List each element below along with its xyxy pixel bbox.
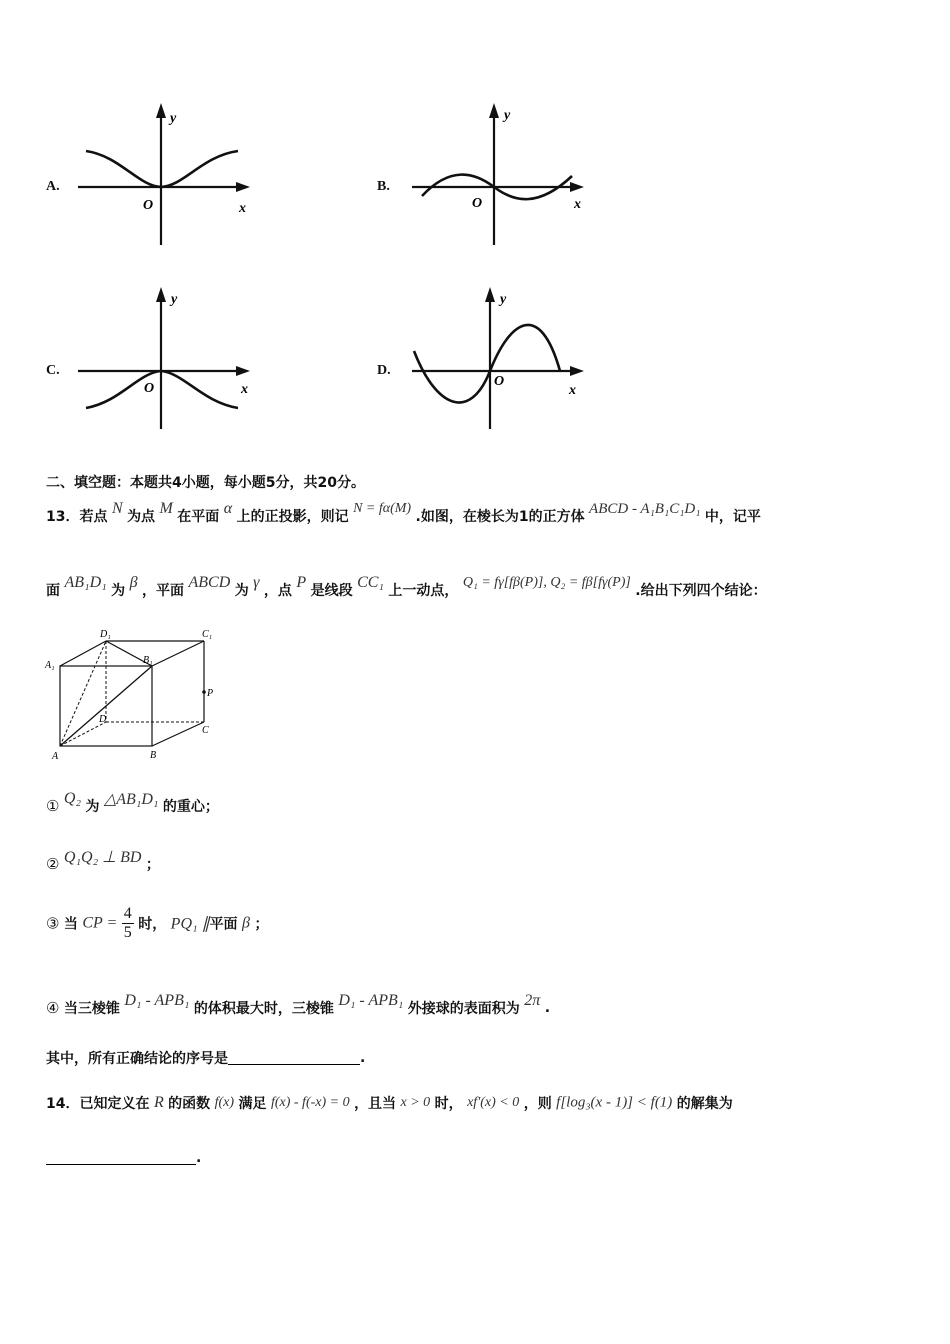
q13-text: . bbox=[360, 1050, 366, 1066]
axis-x-label: x bbox=[574, 197, 581, 212]
q14-text: 已知定义在 bbox=[79, 1096, 150, 1112]
q14-math: f(x) - f(-x) = 0 bbox=[270, 1095, 350, 1110]
option-a-label: A. bbox=[46, 179, 60, 194]
q14-line1 bbox=[46, 1093, 733, 1113]
option-c-label: C. bbox=[46, 363, 60, 378]
q13-text: 在平面 bbox=[177, 509, 220, 525]
circled-1: ① bbox=[46, 797, 60, 815]
q13-text: 上的正投影，则记 bbox=[236, 509, 349, 525]
q13-math: 2π bbox=[524, 992, 541, 1009]
graph-a bbox=[70, 98, 260, 253]
q13-math: β bbox=[129, 574, 138, 591]
q13-text: 为 bbox=[234, 583, 249, 599]
graph-d bbox=[400, 282, 590, 437]
q14-answer-line bbox=[46, 1150, 201, 1166]
q14-text: . bbox=[196, 1150, 202, 1166]
conclusion-1 bbox=[46, 790, 219, 816]
q14-text: ，且当 bbox=[354, 1096, 397, 1112]
q13-line2 bbox=[46, 574, 767, 600]
q13-text: . bbox=[544, 1000, 551, 1016]
q14-math: xf′(x) < 0 bbox=[467, 1095, 520, 1110]
q13-text: ，平面 bbox=[142, 583, 185, 599]
axis-y-label: y bbox=[171, 292, 178, 307]
q13-text: 上一动点， bbox=[388, 583, 459, 599]
q13-math: AB₁D₁ bbox=[64, 574, 107, 591]
q13-text: 为 bbox=[85, 799, 100, 815]
q13-math: N = fα(M) bbox=[353, 501, 412, 516]
answer-blank[interactable] bbox=[46, 1152, 196, 1165]
q13-math: △AB₁D₁ bbox=[103, 791, 159, 808]
cube-label-b1: B₁ bbox=[143, 655, 153, 666]
q13-math: M bbox=[159, 500, 173, 517]
q13-math: CP = bbox=[82, 914, 118, 932]
q14-text: ，则 bbox=[523, 1096, 552, 1112]
origin-label: O bbox=[143, 198, 154, 213]
origin-label: O bbox=[472, 196, 483, 211]
q13-math: Q₂ bbox=[63, 790, 82, 807]
q13-text: ，点 bbox=[263, 583, 292, 599]
q13-text: 当 bbox=[63, 916, 78, 933]
q13-text: ； bbox=[254, 916, 269, 933]
axis-x-label: x bbox=[569, 383, 576, 398]
fraction-numerator: 4 bbox=[123, 905, 132, 922]
section-heading: 二、填空题：本题共4小题，每小题5分，共20分。 bbox=[46, 475, 365, 491]
circled-4: ④ bbox=[46, 999, 60, 1017]
q14-math: f[log₃(x - 1)] < f(1) bbox=[556, 1094, 673, 1111]
q13-math: D₁ - APB₁ bbox=[338, 992, 404, 1009]
conclusion-3 bbox=[46, 905, 268, 942]
q13-math: ABCD bbox=[188, 574, 231, 591]
q13-text: 面 bbox=[46, 583, 60, 599]
origin-label: O bbox=[144, 381, 155, 396]
q13-text: ； bbox=[145, 857, 160, 873]
q13-math: CC₁ bbox=[357, 574, 384, 591]
q13-math: β bbox=[242, 914, 250, 932]
origin-label: O bbox=[494, 374, 505, 389]
conclusion-2 bbox=[46, 849, 160, 874]
fraction bbox=[122, 905, 134, 942]
axis-x-label: x bbox=[241, 382, 248, 397]
q13-text: 为 bbox=[111, 583, 126, 599]
q13-math: PQ₁ ∥ bbox=[170, 915, 210, 933]
option-d-label: D. bbox=[377, 363, 391, 378]
axis-y-label: y bbox=[504, 108, 511, 123]
q13-text: 的重心； bbox=[162, 799, 219, 815]
answer-blank[interactable] bbox=[228, 1052, 360, 1065]
cube-label-c: C bbox=[202, 725, 209, 736]
q13-text: .如图，在棱长为1的正方体 bbox=[415, 509, 585, 525]
conclusion-4 bbox=[46, 992, 551, 1018]
fraction-denominator: 5 bbox=[123, 924, 132, 941]
graph-c bbox=[70, 282, 260, 437]
cube-figure bbox=[44, 626, 224, 766]
q13-math: γ bbox=[253, 574, 260, 591]
q14-math: R bbox=[153, 1094, 164, 1111]
q13-text: 时， bbox=[138, 916, 167, 933]
q14-text: 的解集为 bbox=[676, 1096, 733, 1112]
q14-number: 14． bbox=[46, 1096, 80, 1112]
axis-y-label: y bbox=[170, 111, 177, 126]
axis-y-label: y bbox=[500, 292, 507, 307]
graph-b bbox=[400, 98, 590, 253]
cube-label-d1: D₁ bbox=[100, 629, 111, 640]
q13-text: 其中，所有正确结论的序号是 bbox=[46, 1051, 228, 1067]
q13-text: 若点 bbox=[79, 509, 108, 525]
q14-math: x > 0 bbox=[400, 1095, 431, 1110]
q14-text: 时， bbox=[434, 1096, 463, 1112]
cube-label-b: B bbox=[150, 750, 157, 761]
axis-x-label: x bbox=[239, 201, 246, 216]
circled-2: ② bbox=[46, 855, 60, 873]
q13-math: P bbox=[296, 574, 307, 591]
q13-text: 中，记平 bbox=[704, 509, 761, 525]
cube-label-p: P bbox=[207, 688, 214, 699]
q13-text: 当三棱锥 bbox=[63, 1001, 120, 1017]
q14-text: 满足 bbox=[238, 1096, 267, 1112]
cube-label-a: A bbox=[52, 751, 59, 762]
q13-math: ABCD - A₁B₁C₁D₁ bbox=[589, 500, 701, 517]
q13-text: 平面 bbox=[209, 916, 238, 933]
q13-math: α bbox=[223, 500, 233, 517]
cube-label-c1: C₁ bbox=[202, 629, 213, 640]
circled-3: ③ bbox=[46, 914, 60, 933]
q13-answer-line bbox=[46, 1048, 365, 1068]
q14-text: 的函数 bbox=[168, 1096, 211, 1112]
q13-line1 bbox=[46, 500, 761, 526]
q13-math: N bbox=[111, 500, 123, 517]
option-b-label: B. bbox=[377, 179, 390, 194]
cube-label-a1: A₁ bbox=[45, 660, 55, 671]
q13-math: Q₁ = fγ[fβ(P)], Q₂ = fβ[fγ(P)] bbox=[462, 575, 631, 590]
q13-text: 为点 bbox=[127, 509, 156, 525]
q13-text: 外接球的表面积为 bbox=[407, 1001, 520, 1017]
q14-math: f(x) bbox=[214, 1095, 235, 1110]
q13-math: D₁ - APB₁ bbox=[124, 992, 190, 1009]
cube-label-d: D bbox=[99, 714, 107, 725]
q13-text: 的体积最大时，三棱锥 bbox=[193, 1001, 334, 1017]
q13-text: 是线段 bbox=[310, 583, 353, 599]
q13-text: .给出下列四个结论： bbox=[635, 583, 767, 599]
q13-number: 13． bbox=[46, 509, 80, 525]
q13-math: Q₁Q₂ ⊥ BD bbox=[63, 849, 142, 866]
